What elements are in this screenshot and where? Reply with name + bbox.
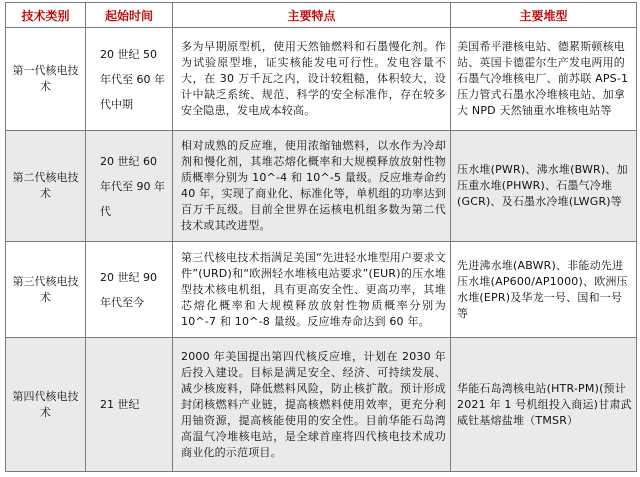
features-cell: 第三代核电技术指满足美国“先进轻水堆型用户要求文件”(URD)和“欧洲轻水堆核电站要求”(EUR)的压水堆型技术核电机组，具有更高安全性、更高功率，其堆芯熔化概率和大规模释放放射性物质概率分别为 10^-7 和 10^-8 量级。反应堆寿命达到 60 年。 (173, 242, 451, 338)
nuclear-generations-table (5, 2, 637, 472)
table-header-row (6, 3, 637, 28)
start-time-cell: 20 世纪 60 年代至 90 年代 (86, 131, 173, 242)
reactor-types-cell: 先进沸水堆(ABWR)、非能动先进压水堆(AP600/AP1000)、欧洲压水堆(EPR)及华龙一号、国和一号等 (451, 242, 637, 338)
start-time-cell: 21 世纪 (86, 338, 173, 472)
category-cell: 第三代核电技术 (6, 242, 86, 338)
features-cell: 相对成熟的反应堆，使用浓缩铀燃料，以水作为冷却剂和慢化剂，其堆芯熔化概率和大规模释放放射性物质概率分别为 10^-4 和 10^-5 量级。反应堆寿命约 40 年，实现了商业化、标准化等，单机组的功率达到百万千瓦级。目前全世界在运核电机组多数为第二代技术或其改进型。 (173, 131, 451, 242)
category-cell: 第二代核电技术 (6, 131, 86, 242)
header-features: 主要特点 (173, 3, 451, 28)
category-cell: 第四代核电技术 (6, 338, 86, 472)
reactor-types-cell: 压水堆(PWR)、沸水堆(BWR)、加压重水堆(PHWR)、石墨气冷堆(GCR)、及石墨水冷堆(LWGR)等 (451, 131, 637, 242)
table-row (6, 242, 637, 338)
table-row (6, 28, 637, 131)
start-time-cell: 20 世纪 50 年代至 60 年代中期 (86, 28, 173, 131)
reactor-types-cell: 美国希平港核电站、德累斯顿核电站、英国卡德霍尔生产发电两用的石墨气冷堆核电厂、前苏联 APS-1 压力管式石墨水冷堆核电站、加拿大 NPD 天然铀重水堆核电站等 (451, 28, 637, 131)
reactor-types-cell: 华能石岛湾核电站(HTR-PM)(预计 2021 年 1 号机组投入商运)甘肃武威钍基熔盐堆（TMSR） (451, 338, 637, 472)
start-time-cell: 20 世纪 90 年代至今 (86, 242, 173, 338)
features-cell: 2000 年美国提出第四代核反应堆，计划在 2030 年后投入建设。目标是满足安全、经济、可持续发展、减少核废料，降低燃料风险，防止核扩散。预计形成封闭核燃料产业链，提高核燃料使用效率，更充分利用铀资源，提高核能使用的安全性。目前华能石岛湾高温气冷堆核电站，是全球首座将四代核电技术成功商业化的示范项目。 (173, 338, 451, 472)
category-cell: 第一代核电技术 (6, 28, 86, 131)
table-row (6, 131, 637, 242)
header-start-time: 起始时间 (86, 3, 173, 28)
table-row (6, 338, 637, 472)
features-cell: 多为早期原型机，使用天然铀燃料和石墨慢化剂。作为试验原型堆，证实核能发电可行性。发电容量不大，在 30 万千瓦之内，设计较粗糙，体积较大，设计中缺乏系统、规范、科学的安全标准作，存在较多安全隐患，发电成本较高。 (173, 28, 451, 131)
header-category: 技术类别 (6, 3, 86, 28)
header-reactor-types: 主要堆型 (451, 3, 637, 28)
